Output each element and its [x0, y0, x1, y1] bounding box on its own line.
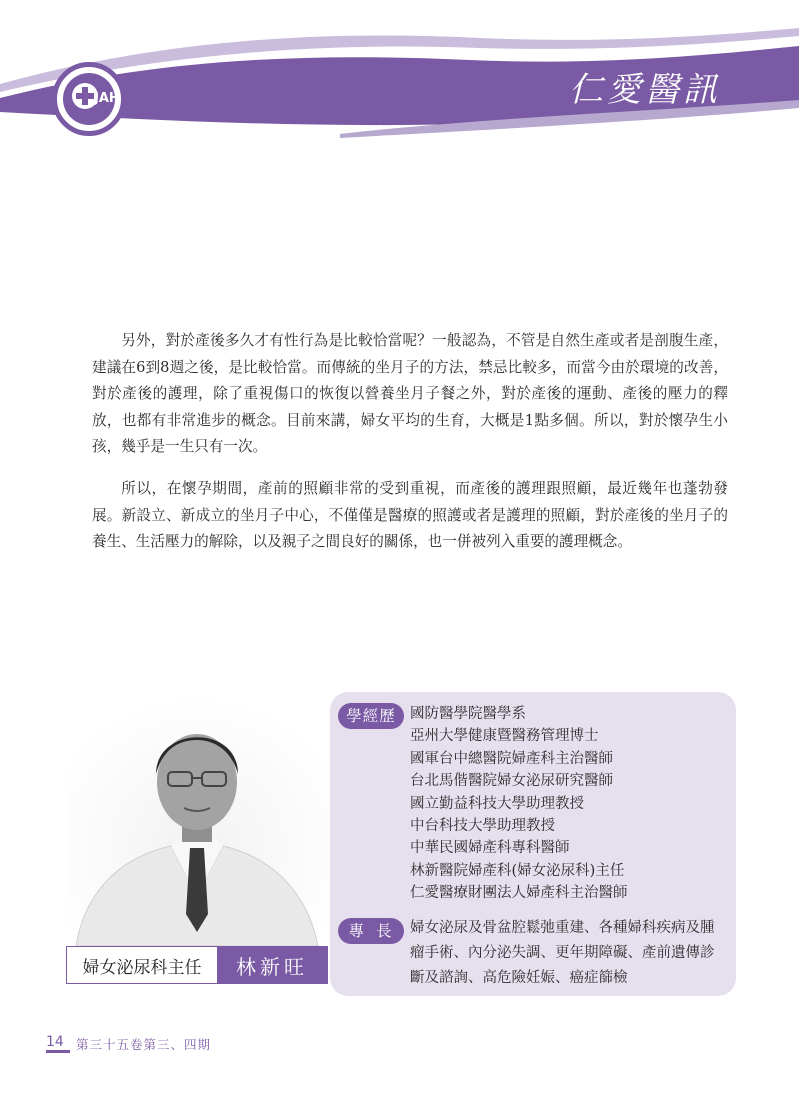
- education-item: 仁愛醫療財團法人婦產科主治醫師: [410, 885, 628, 902]
- education-item: 亞州大學健康暨醫務管理博士: [410, 728, 599, 745]
- page-footer: [46, 1034, 211, 1053]
- article-paragraph: 所以，在懷孕期間，產前的照顧非常的受到重視，而產後的護理跟照顧，最近幾年也蓬勃發展。新設立、新成立的坐月子中心，不僅僅是醫療的照護或者是護理的照顧，對於產後的坐月子的養生、生活壓力的解除，以及親子之間良好的關係，也一併被列入重要的護理概念。: [92, 479, 728, 551]
- education-item: 林新醫院婦產科(婦女泌尿科)主任: [410, 862, 625, 879]
- specialty-label: 專長: [338, 918, 404, 944]
- jah-logo: [52, 62, 126, 136]
- education-item: 國立勤益科技大學助理教授: [410, 795, 584, 812]
- doctor-title: 婦女泌尿科主任: [67, 947, 217, 983]
- education-item: 中台科技大學助理教授: [410, 818, 555, 835]
- education-item: 台北馬偕醫院婦女泌尿研究醫師: [410, 773, 613, 790]
- page-number: 14: [46, 1034, 70, 1053]
- doctor-photo: [66, 696, 328, 946]
- issue-label: 第三十五卷第三、四期: [76, 1037, 212, 1052]
- education-label: 學經歷: [338, 703, 404, 729]
- education-item: 國防醫學院醫學系: [410, 706, 526, 722]
- masthead-title: 仁愛醫訊: [569, 70, 721, 110]
- logo-text: JAH: [94, 91, 120, 106]
- education-item: 國軍台中總醫院婦產科主治醫師: [410, 750, 613, 767]
- doctor-name: 林新旺: [217, 947, 327, 983]
- article-paragraph: 另外，對於產後多久才有性行為是比較恰當呢？一般認為，不管是自然生產或者是剖腹生產，建議在6到8週之後，是比較恰當。而傳統的坐月子的方法，禁忌比較多，而當今由於環境的改善，對於產後的護理，除了重視傷口的恢復以營養坐月子餐之外，對於產後的運動、產後的壓力的釋放，也都有非常進步的概念。目前來講，婦女平均的生育，大概是1點多個。所以，對於懷孕生小孩，幾乎是一生只有一次。: [92, 332, 728, 456]
- education-list: [410, 703, 628, 905]
- doctor-info-box: [330, 692, 736, 996]
- education-item: 中華民國婦產科專科醫師: [410, 840, 570, 857]
- specialty-text: 婦女泌尿及骨盆腔鬆弛重建、各種婦科疾病及腫瘤手術、內分泌失調、更年期障礙、產前遺傳診斷及諮詢、高危險妊娠、癌症篩檢: [410, 920, 715, 986]
- article-body: [92, 328, 728, 571]
- doctor-name-plate: [66, 946, 328, 984]
